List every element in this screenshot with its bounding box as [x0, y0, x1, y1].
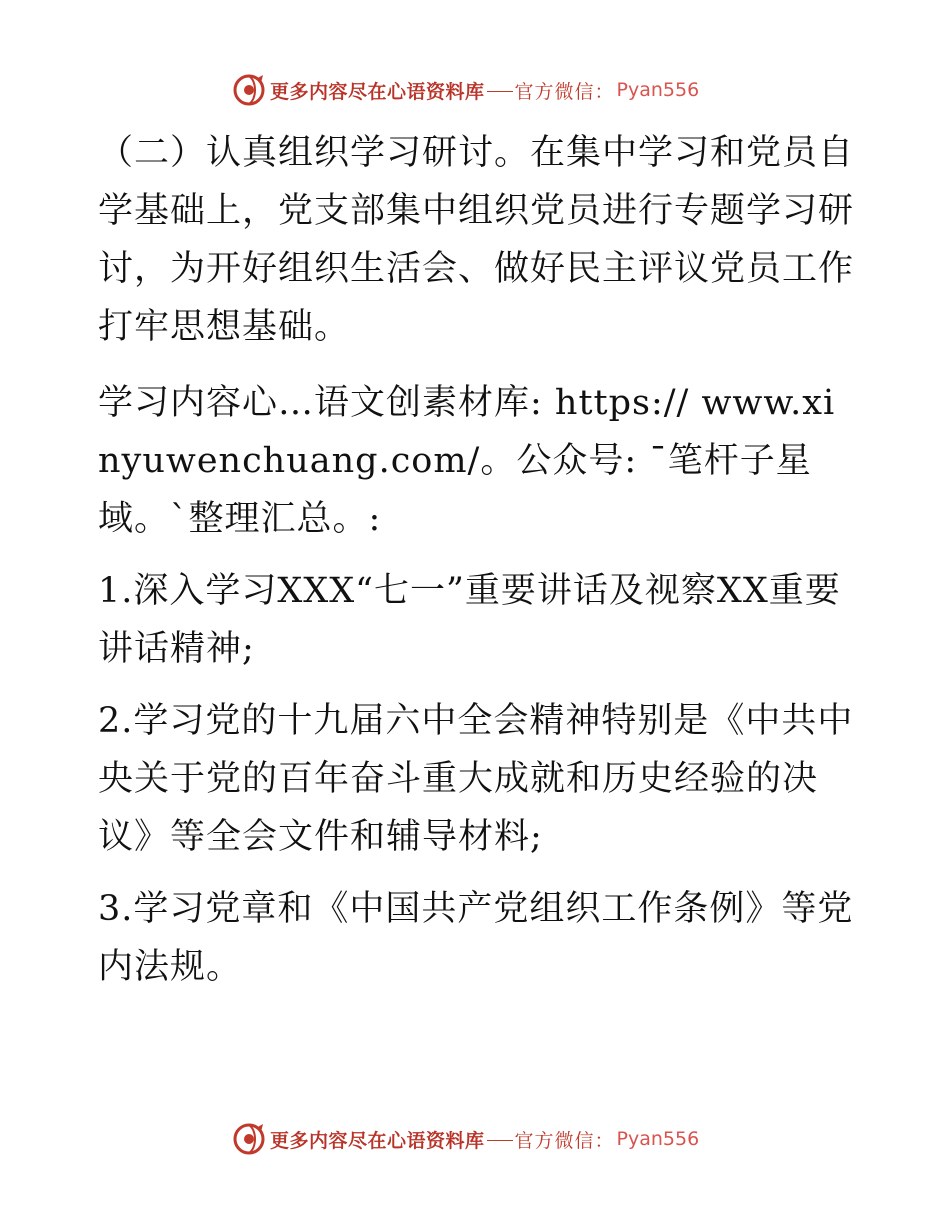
paragraph-study-content-intro: 学习内容心…语文创素材库: https:// www.xinyuwenchuang.com/。公众号: ¯笔杆子星域。`整理汇总。:	[98, 383, 836, 539]
document-body	[98, 124, 858, 1010]
banner-title: 更多内容尽在心语资料库	[270, 80, 485, 103]
banner-wechat-id: Pyan556	[616, 79, 700, 101]
banner-divider	[487, 91, 513, 92]
paragraph-item-3: 3.学习党章和《中国共产党组织工作条例》等党内法规。	[98, 889, 854, 987]
brand-logo-icon	[232, 1122, 266, 1156]
banner-wechat-id: Pyan556	[616, 1128, 700, 1150]
paragraph-item-1: 1.深入学习XXX“七一”重要讲话及视察XX重要讲话精神;	[98, 571, 841, 669]
paragraph-study-discussion: （二）认真组织学习研讨。在集中学习和党员自学基础上，党支部集中组织党员进行专题学习研讨，为开好组织生活会、做好民主评议党员工作打牢思想基础。	[98, 133, 855, 347]
banner-wechat-label: 官方微信：	[514, 80, 615, 103]
banner-title: 更多内容尽在心语资料库	[270, 1129, 485, 1152]
brand-logo-icon	[232, 73, 266, 107]
footer-banner	[232, 1121, 699, 1157]
banner-divider	[487, 1140, 513, 1141]
header-banner	[232, 72, 699, 108]
banner-wechat-label: 官方微信：	[514, 1129, 615, 1152]
paragraph-item-2: 2.学习党的十九届六中全会精神特别是《中共中央关于党的百年奋斗重大成就和历史经验的决议》等全会文件和辅导材料;	[98, 701, 854, 857]
